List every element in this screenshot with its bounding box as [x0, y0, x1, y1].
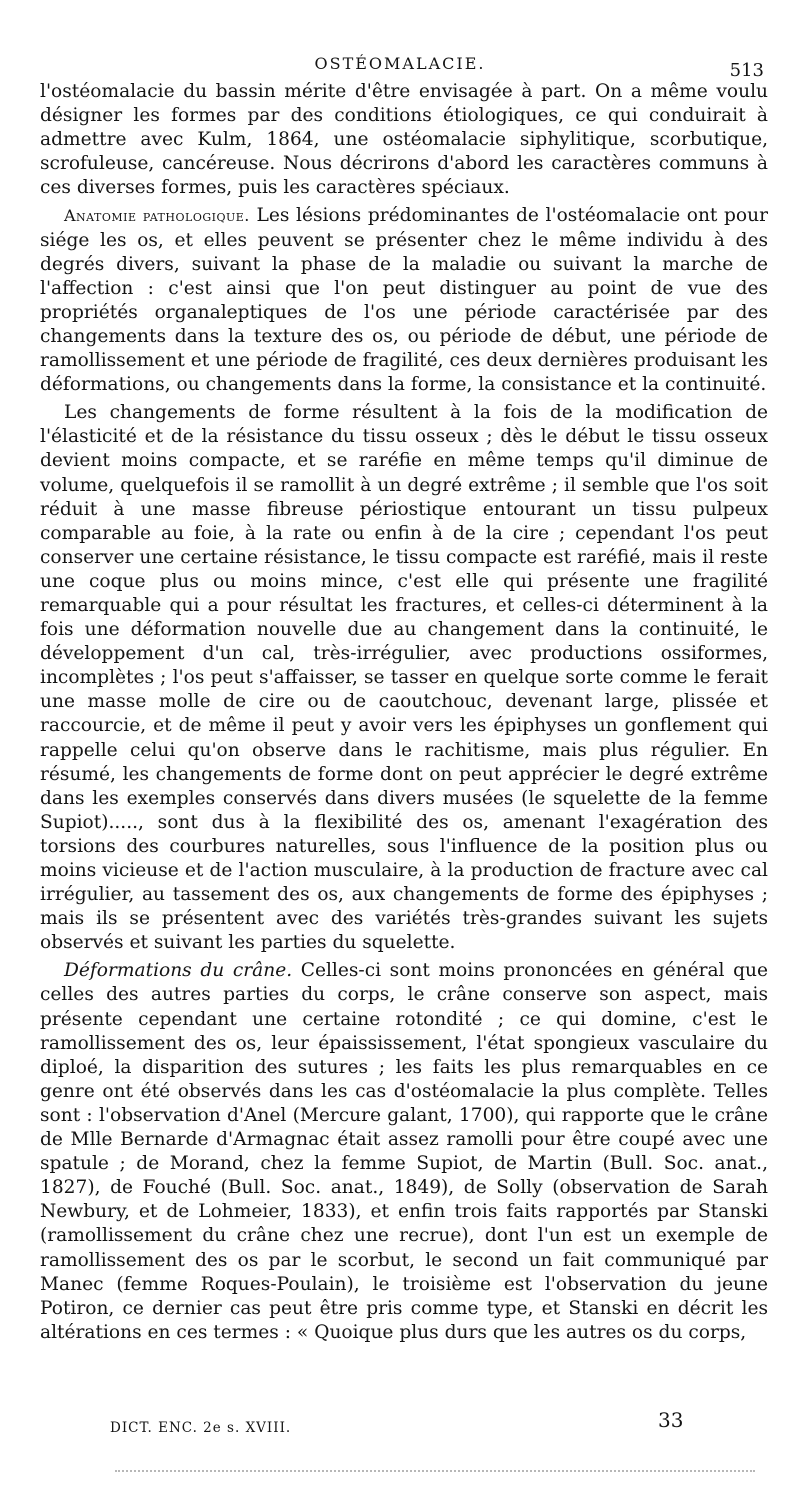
bottom-bleed-rule: [115, 1470, 755, 1472]
section-lead: Déformations du crâne.: [64, 960, 293, 982]
paragraph-text: l'ostéomalacie du bassin mérite d'être envisagée à part. On a même voulu désigner les formes par des conditions étiologiques, ce qui conduirait à admettre avec Kulm, 1864, une ostéomalacie siphylitique, scorbutique, scrofuleuse, cancéreuse. Nous décrirons d'abord les caractères communs à ces diverses formes, puis les caractères spéciaux.: [40, 81, 768, 199]
paragraph-deformations-du-crane: [40, 959, 768, 1345]
paragraph-text: Celles-ci sont moins prononcées en général que celles des autres parties du corps, le crâne conserve son aspect, mais présente cependant une certaine rotondité ; ce qui domine, c'est le ramollissement des os, leur épaississement, l'état spongieux vasculaire du diploé, la disparition des sutures ; les faits les plus remarquables en ce genre ont été observés dans les cas d'ostéomalacie la plus complète. Telles sont : l'observation d'Anel (Mercure galant, 1700), qui rapporte que le crâne de Mlle Bernarde d'Armagnac était assez ramolli pour être coupé avec une spatule ; de Morand, chez la femme Supiot, de Martin (Bull. Soc. anat., 1827), de Fouché (Bull. Soc. anat., 1849), de Solly (observation de Sarah Newbury, et de Lohmeier, 1833), et enfin trois faits rapportés par Stanski (ramollissement du crâne chez une recrue), dont l'un est un exemple de ramollissement des os par le scorbut, le second un fait communiqué par Manec (femme Roques-Poulain), le troisième est l'observation du jeune Potiron, ce dernier cas peut être pris comme type, et Stanski en décrit les altérations en ces termes : « Quoique plus durs que les autres os du corps,: [40, 960, 769, 1343]
paragraph-changements-de-forme: [40, 401, 768, 955]
section-lead: Anatomie pathologique.: [64, 206, 250, 226]
paragraph-anatomie-pathologique: [40, 204, 768, 397]
page-number: 513: [729, 60, 764, 81]
signature-number: 33: [658, 1408, 684, 1432]
running-header-title: OSTÉOMALACIE.: [314, 54, 486, 73]
body-text: [40, 80, 768, 1345]
paragraph-continuation: [40, 80, 768, 200]
paragraph-text: Les changements de forme résultent à la fois de la modification de l'élasticité et de la résistance du tissu osseux ; dès le début le tissu osseux devient moins compacte, et se raréfie en même temps qu'il diminue de volume, quelquefois il se ramollit à un degré extrême ; il semble que l'os soit réduit à une masse fibreuse périostique entourant un tissu pulpeux comparable au foie, à la rate ou enfin à de la cire ; cependant l'os peut conserver une certaine résistance, le tissu compacte est raréfié, mais il reste une coque plus ou moins mince, c'est elle qui présente une fragilité remarquable qui a pour résultat les fractures, et celles-ci déterminent à la fois une déformation nouvelle due au changement dans la continuité, le développement d'un cal, très-irrégulier, avec productions ossiformes, incomplètes ; l'os peut s'affaisser, se tasser en quelque sorte comme le ferait une masse molle de cire ou de caoutchouc, devenant large, plissée et raccourcie, et de même il peut y avoir vers les épiphyses un gonflement qui rappelle celui qu'on observe dans le rachitisme, mais plus régulier. En résumé, les changements de forme dont on peut apprécier le degré extrême dans les exemples conservés dans divers musées (le squelette de la femme Supiot)....., sont dus à la flexibilité des os, amenant l'exagération des torsions des courbures naturelles, sous l'influence de la position plus ou moins vicieuse et de l'action musculaire, à la production de fracture avec cal irrégulier, au tassement des os, aux changements de forme des épiphyses ; mais ils se présentent avec des variétés très-grandes suivant les sujets observés et suivant les parties du squelette.: [40, 402, 768, 954]
paragraph-text: Les lésions prédominantes de l'ostéomalacie ont pour siége les os, et elles peuvent se présenter chez le même individu à des degrés divers, suivant la phase de la maladie ou suivant la marche de l'affection : c'est ainsi que l'on peut distinguer au point de vue des propriétés organaleptiques de l'os une période caractérisée par des changements dans la texture des os, ou période de début, une période de ramollissement et une période de fragilité, ces deux dernières produisant les déformations, ou changements dans la forme, la consistance et la continuité.: [40, 205, 768, 396]
printer-signature: DICT. ENC. 2e s. XVIII.: [110, 1420, 292, 1436]
